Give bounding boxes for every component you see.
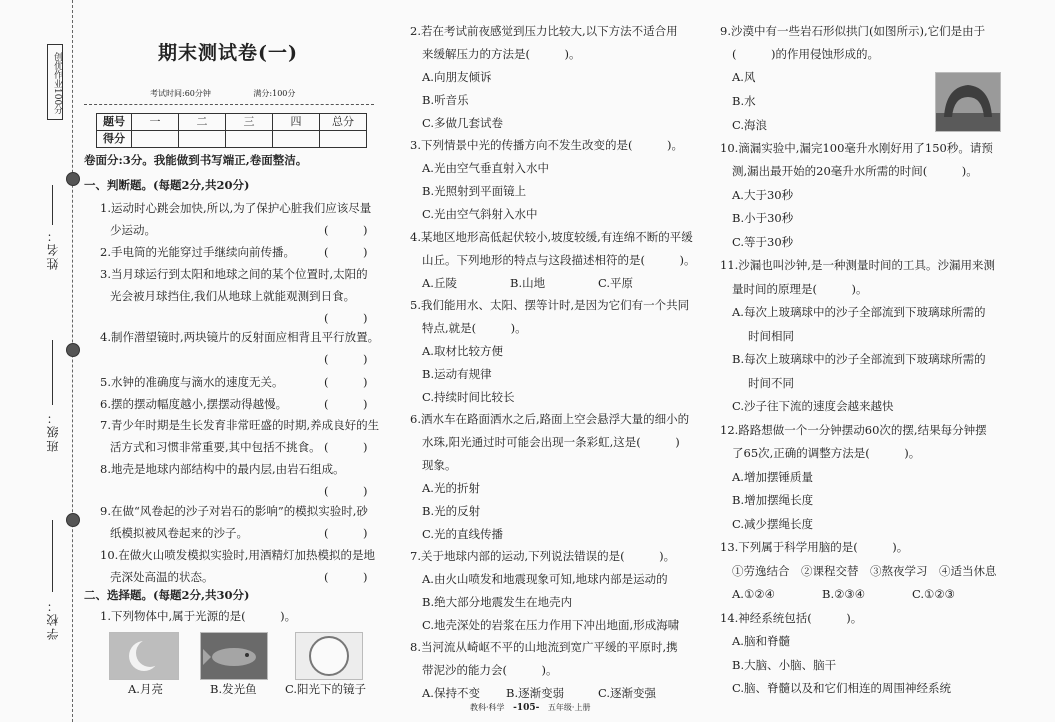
answer-paren[interactable]: ( ) (324, 440, 368, 454)
choice-q7: 7.关于地球内部的运动,下列说法错误的是( )。 (410, 549, 676, 563)
choice-q1-option-b: B.发光鱼 (210, 682, 257, 696)
choice-q8-option-c: C.逐渐变强 (598, 686, 657, 700)
choice-q10-option-b: B.小于30秒 (732, 211, 794, 225)
choice-q7-option-a: A.由火山喷发和地震现象可知,地球内部是运动的 (422, 572, 668, 586)
answer-paren[interactable]: ( ) (324, 570, 368, 584)
choice-q4-option-a: A.丘陵 (422, 276, 457, 290)
rock-arch-image (935, 72, 1001, 132)
judge-q9-cont: 纸模拟被风卷起来的沙子。 (110, 526, 248, 540)
answer-paren[interactable]: ( ) (324, 375, 368, 389)
choice-q4-option-b: B.山地 (510, 276, 546, 290)
answer-paren[interactable]: ( ) (324, 484, 368, 498)
judge-q5: 5.水钟的准确度与滴水的速度无关。 (100, 375, 284, 389)
choice-q4-option-c: C.平原 (598, 276, 634, 290)
judge-q1-cont: 少运动。 (110, 223, 156, 237)
choice-q2-cont: 来缓解压力的方法是( )。 (422, 47, 581, 61)
choice-q2-option-c: C.多做几套试卷 (422, 116, 504, 130)
choice-q4: 4.某地区地形高低起伏较小,坡度较缓,有连绵不断的平缓 (410, 230, 693, 244)
choice-q10-option-a: A.大于30秒 (732, 188, 794, 202)
choice-q12: 12.路路想做一个一分钟摆动60次的摆,结果每分钟摆 (720, 423, 987, 437)
score-cell[interactable] (320, 131, 367, 148)
section-choice-title: 二、选择题。(每题2分,共30分) (84, 588, 250, 602)
answer-paren[interactable]: ( ) (324, 245, 368, 259)
score-cell[interactable] (273, 131, 320, 148)
choice-q4-cont: 山丘。下列地形的特点与这段描述相符的是( )。 (422, 253, 696, 267)
header-divider (84, 104, 374, 105)
choice-q11-option-a-cont: 时间相同 (748, 329, 794, 343)
binding-hole-icon (66, 343, 80, 357)
section-judge-title: 一、判断题。(每题2分,共20分) (84, 178, 250, 192)
choice-q14: 14.神经系统包括( )。 (720, 611, 863, 625)
mirror-image (295, 632, 363, 680)
choice-q11-option-b-cont: 时间不同 (748, 376, 794, 390)
judge-q6: 6.摆的摆动幅度越小,摆摆动得越慢。 (100, 397, 288, 411)
exam-title: 期末测试卷(一) (158, 42, 298, 64)
binding-hole-icon (66, 513, 80, 527)
binding-hole-icon (66, 172, 80, 186)
choice-q7-option-c: C.地壳深处的岩浆在压力作用下冲出地面,形成海啸 (422, 618, 680, 632)
judge-q10: 10.在做火山喷发模拟实验时,用酒精灯加热模拟的是地 (100, 548, 375, 562)
judge-q1: 1.运动时心跳会加快,所以,为了保护心脏我们应该尽量 (100, 201, 372, 215)
choice-q5-option-c: C.持续时间比较长 (422, 390, 515, 404)
choice-q3: 3.下列情景中光的传播方向不发生改变的是( )。 (410, 138, 683, 152)
exam-full-score: 满分:100分 (253, 89, 296, 98)
choice-q2-option-a: A.向朋友倾诉 (422, 70, 492, 84)
choice-q12-option-c: C.减少摆绳长度 (732, 517, 814, 531)
score-header-cell: 总分 (320, 114, 367, 131)
choice-q12-option-b: B.增加摆绳长度 (732, 493, 814, 507)
choice-q3-option-a: A.光由空气垂直射入水中 (422, 161, 549, 175)
answer-paren[interactable]: ( ) (324, 526, 368, 540)
choice-q14-option-c: C.脑、脊髓以及和它们相连的周围神经系统 (732, 681, 952, 695)
score-cell[interactable] (226, 131, 273, 148)
footer-grade: 五年级·上册 (547, 703, 591, 712)
choice-q1-option-a: A.月亮 (128, 682, 163, 696)
choice-q11-option-a: A.每次上玻璃球中的沙子全部流到下玻璃球所需的 (732, 305, 986, 319)
choice-q9-option-c: C.海浪 (732, 118, 768, 132)
answer-paren[interactable]: ( ) (324, 223, 368, 237)
choice-q13-option-c: C.①②③ (912, 587, 955, 601)
choice-q7-option-b: B.绝大部分地震发生在地壳内 (422, 595, 573, 609)
choice-q2: 2.若在考试前夜感觉到压力比较大,以下方法不适合用 (410, 24, 678, 38)
choice-q13: 13.下列属于科学用脑的是( )。 (720, 540, 909, 554)
choice-q13-option-a: A.①②④ (732, 587, 775, 601)
moon-image (109, 632, 179, 680)
school-line (52, 520, 53, 592)
choice-q8-option-b: B.逐渐变弱 (506, 686, 565, 700)
choice-q9-option-b: B.水 (732, 94, 756, 108)
glowing-fish-image (200, 632, 268, 680)
choice-q6-option-b: B.光的反射 (422, 504, 481, 518)
exam-time: 考试时间:60分钟 (150, 89, 211, 98)
judge-q7-cont: 活方式和习惯非常重要,其中包括不挑食。 (110, 440, 321, 454)
choice-q2-option-b: B.听音乐 (422, 93, 469, 107)
choice-q5-option-a: A.取材比较方便 (422, 344, 503, 358)
score-header-cell: 三 (226, 114, 273, 131)
choice-q6: 6.洒水车在路面洒水之后,路面上空会悬浮大量的细小的 (410, 412, 690, 426)
choice-q6-option-c: C.光的直线传播 (422, 527, 504, 541)
class-label: 班级： (46, 410, 60, 452)
judge-q3: 3.当月球运行到太阳和地球之间的某个位置时,太阳的 (100, 267, 368, 281)
answer-paren[interactable]: ( ) (324, 397, 368, 411)
choice-q14-option-b: B.大脑、小脑、脑干 (732, 658, 837, 672)
class-line (52, 340, 53, 405)
score-cell[interactable] (179, 131, 226, 148)
score-header-cell: 题号 (97, 114, 132, 131)
judge-q9: 9.在做“风卷起的沙子对岩石的影响”的模拟实验时,砂 (100, 504, 368, 518)
choice-q5-option-b: B.运动有规律 (422, 367, 492, 381)
score-row-label: 得分 (97, 131, 132, 148)
judge-q7: 7.青少年时期是生长发育非常旺盛的时期,养成良好的生 (100, 418, 380, 432)
choice-q6-cont2: 现象。 (422, 458, 457, 472)
choice-q8-cont: 带泥沙的能力会( )。 (422, 663, 558, 677)
judge-q4: 4.制作潜望镜时,两块镜片的反射面应相背且平行放置。 (100, 330, 380, 344)
exam-info (150, 88, 335, 99)
score-table (96, 113, 367, 148)
choice-q12-cont: 了65次,正确的调整方法是( )。 (732, 446, 921, 460)
choice-q14-option-a: A.脑和脊髓 (732, 634, 790, 648)
cut-line (72, 0, 73, 722)
score-header-cell: 二 (179, 114, 226, 131)
score-header-cell: 四 (273, 114, 320, 131)
page-footer (470, 702, 590, 713)
choice-q1-option-c: C.阳光下的镜子 (285, 682, 367, 696)
choice-q13-option-b: B.②③④ (822, 587, 866, 601)
choice-q8: 8.当河流从崎岖不平的山地流到宽广平缓的平原时,携 (410, 640, 678, 654)
choice-q13-items: ①劳逸结合 ②课程交替 ③熬夜学习 ④适当休息 (732, 564, 997, 578)
choice-q9-option-a: A.风 (732, 70, 756, 84)
choice-q10-option-c: C.等于30秒 (732, 235, 794, 249)
neatness-note: 卷面分:3分。我能做到书写端正,卷面整洁。 (84, 153, 308, 167)
answer-paren[interactable]: ( ) (324, 352, 368, 366)
choice-q6-option-a: A.光的折射 (422, 481, 480, 495)
judge-q3-cont: 光会被月球挡住,我们从地球上就能观测到日食。 (110, 289, 356, 303)
choice-q11: 11.沙漏也叫沙钟,是一种测量时间的工具。沙漏用来测 (720, 258, 995, 272)
choice-q8-option-a: A.保持不变 (422, 686, 480, 700)
choice-q11-option-b: B.每次上玻璃球中的沙子全部流到下玻璃球所需的 (732, 352, 986, 366)
choice-q11-option-c: C.沙子往下流的速度会越来越快 (732, 399, 894, 413)
score-cell[interactable] (132, 131, 179, 148)
school-label: 学校： (46, 598, 60, 640)
judge-q8: 8.地壳是地球内部结构中的最内层,由岩石组成。 (100, 462, 345, 476)
choice-q9-cont: ( )的作用侵蚀形成的。 (732, 47, 879, 61)
name-label: 姓名： (46, 228, 60, 270)
brand-logo: 创优作业100分 (47, 44, 63, 120)
answer-paren[interactable]: ( ) (324, 311, 368, 325)
choice-q5: 5.我们能用水、太阳、摆等计时,是因为它们有一个共同 (410, 298, 690, 312)
choice-q5-cont: 特点,就是( )。 (422, 321, 527, 335)
score-header-cell: 一 (132, 114, 179, 131)
choice-q3-option-b: B.光照射到平面镜上 (422, 184, 527, 198)
choice-q3-option-c: C.光由空气斜射入水中 (422, 207, 538, 221)
choice-q12-option-a: A.增加摆锤质量 (732, 470, 813, 484)
binding-strip (0, 0, 88, 722)
choice-q10-cont: 测,漏出最开始的20毫升水所需的时间( )。 (732, 164, 978, 178)
judge-q10-cont: 壳深处高温的状态。 (110, 570, 214, 584)
name-line (52, 185, 53, 225)
footer-subject: 教科·科学 (470, 703, 505, 712)
choice-q6-cont: 水珠,阳光通过时可能会出现一条彩虹,这是( ) (422, 435, 680, 449)
choice-q10: 10.滴漏实验中,漏完100毫升水刚好用了150秒。请预 (720, 141, 993, 155)
choice-q9: 9.沙漠中有一些岩石形似拱门(如图所示),它们是由于 (720, 24, 986, 38)
choice-q1: 1.下列物体中,属于光源的是( )。 (100, 609, 297, 623)
page-number: -105- (513, 703, 540, 713)
choice-q11-cont: 量时间的原理是( )。 (732, 282, 868, 296)
judge-q2: 2.手电筒的光能穿过手继续向前传播。 (100, 245, 295, 259)
